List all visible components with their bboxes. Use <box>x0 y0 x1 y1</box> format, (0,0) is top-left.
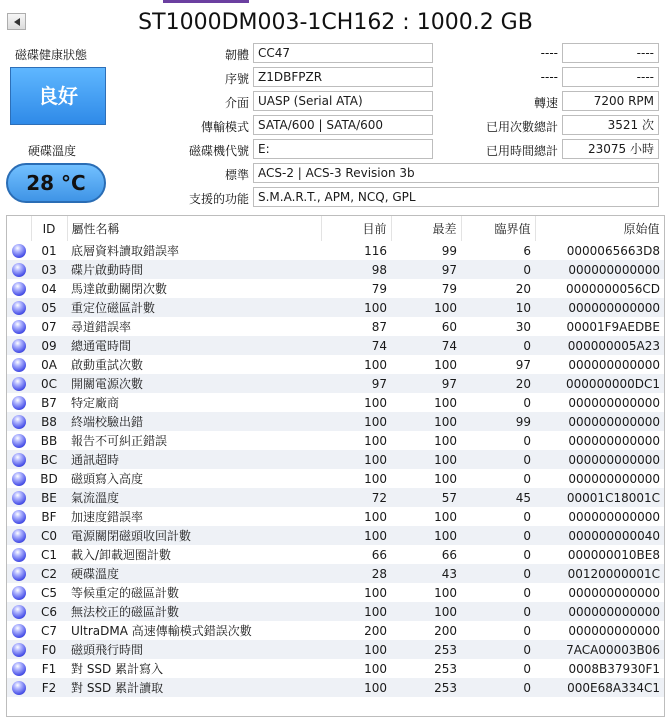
attr-current: 116 <box>364 243 387 258</box>
attr-name: 磁頭飛行時間 <box>67 640 321 659</box>
attr-worst: 43 <box>391 564 461 583</box>
attr-current: 100 <box>321 526 391 545</box>
attr-current: 72 <box>321 488 391 507</box>
attr-raw-value: 000000000040 <box>535 526 664 545</box>
attr-current: 100 <box>364 585 387 600</box>
table-row[interactable] <box>7 450 664 469</box>
status-good-icon <box>12 681 26 695</box>
attr-current: 100 <box>364 509 387 524</box>
table-row[interactable] <box>7 469 664 488</box>
attr-threshold: 10 <box>461 298 535 317</box>
attr-current: 100 <box>364 471 387 486</box>
temperature-badge[interactable]: 28 °C <box>6 163 106 203</box>
features-label: 支援的功能 <box>188 192 249 206</box>
attr-id: F1 <box>41 661 57 676</box>
table-row[interactable] <box>7 317 664 336</box>
attr-raw-value: 000000000000 <box>568 433 660 448</box>
attr-name: 碟片啟動時間 <box>67 260 321 279</box>
attr-raw-value: 000000000000 <box>535 412 664 431</box>
status-cell <box>7 279 31 298</box>
attr-threshold: 20 <box>461 374 535 393</box>
drive-letter-field: E: <box>253 139 433 159</box>
attr-name: 無法校正的磁區計數 <box>67 602 321 621</box>
attr-threshold: 0 <box>523 395 531 410</box>
status-good-icon <box>12 586 26 600</box>
attr-threshold: 0 <box>523 471 531 486</box>
attr-name: 磁頭寫入高度 <box>71 472 144 486</box>
attr-current: 79 <box>371 281 387 296</box>
status-good-icon <box>12 510 26 524</box>
status-good-icon <box>12 605 26 619</box>
status-cell <box>7 488 31 507</box>
health-status-button[interactable]: 良好 <box>10 67 106 125</box>
status-good-icon <box>12 263 26 277</box>
status-good-icon <box>12 453 26 467</box>
status-cell <box>7 412 31 431</box>
status-cell <box>7 241 31 260</box>
attr-current: 100 <box>321 412 391 431</box>
attr-worst: 66 <box>441 547 457 562</box>
attr-current: 74 <box>321 336 391 355</box>
attr-worst: 100 <box>391 526 461 545</box>
attr-threshold: 0 <box>461 678 535 697</box>
firmware-field: CC47 <box>253 43 433 63</box>
attr-raw-value: 000000000000 <box>568 509 660 524</box>
reserved-field-1: ---- <box>562 43 659 63</box>
attr-id: 01 <box>41 243 57 258</box>
status-good-icon <box>12 491 26 505</box>
status-cell <box>7 507 31 526</box>
attr-name: UltraDMA 高速傳輸模式錯誤次數 <box>71 624 252 638</box>
status-cell <box>7 393 31 412</box>
table-row[interactable] <box>7 659 664 678</box>
attr-name: 啟動重試次數 <box>71 358 144 372</box>
status-good-icon <box>12 472 26 486</box>
power-on-hours-field: 23075 小時 <box>562 139 659 159</box>
attr-threshold: 0 <box>523 661 531 676</box>
attr-worst: 99 <box>441 243 457 258</box>
table-row[interactable] <box>7 564 664 583</box>
status-cell <box>7 583 31 602</box>
status-good-icon <box>12 529 26 543</box>
attr-name: 載入/卸載迴圈計數 <box>71 548 172 562</box>
attr-current: 97 <box>321 374 391 393</box>
attr-threshold: 0 <box>461 450 535 469</box>
attr-current: 100 <box>364 395 387 410</box>
table-row[interactable] <box>7 298 664 317</box>
attr-id: C6 <box>31 602 67 621</box>
attr-worst: 74 <box>391 336 461 355</box>
status-good-icon <box>12 377 26 391</box>
attr-threshold: 0 <box>523 547 531 562</box>
attr-raw-value: 000000010BE8 <box>567 547 660 562</box>
attr-threshold: 0 <box>461 640 535 659</box>
status-good-icon <box>12 301 26 315</box>
status-cell <box>7 545 31 564</box>
attr-worst: 200 <box>434 623 457 638</box>
reserved-field-2: ---- <box>562 67 659 87</box>
attr-name: 報告不可糾正錯誤 <box>71 434 168 448</box>
attr-name: 終端校驗出錯 <box>67 412 321 431</box>
attr-raw-value: 0008B37930F1 <box>568 661 660 676</box>
attr-threshold: 6 <box>523 243 531 258</box>
attr-id: BF <box>41 509 57 524</box>
attr-worst: 97 <box>391 260 461 279</box>
attr-threshold: 0 <box>461 526 535 545</box>
table-row[interactable] <box>7 279 664 298</box>
attr-current: 100 <box>364 357 387 372</box>
status-cell <box>7 526 31 545</box>
status-good-icon <box>12 282 26 296</box>
status-cell <box>7 640 31 659</box>
attr-worst: 253 <box>434 661 457 676</box>
status-cell <box>7 602 31 621</box>
attr-id: BC <box>31 450 67 469</box>
health-status-label: 磁碟健康狀態 <box>15 48 88 62</box>
attr-name: 開關電源次數 <box>67 374 321 393</box>
attr-raw-value: 000000000000 <box>568 623 660 638</box>
attr-worst: 100 <box>391 298 461 317</box>
attr-raw-value: 000000000000 <box>568 395 660 410</box>
attr-id: C7 <box>40 623 57 638</box>
serial-field: Z1DBFPZR <box>253 67 433 87</box>
table-header-row <box>7 216 664 241</box>
attr-current: 100 <box>364 433 387 448</box>
attr-id: C5 <box>40 585 57 600</box>
attr-current: 66 <box>371 547 387 562</box>
rotation-rate-label: 轉速 <box>533 96 558 110</box>
transfer-mode-label: 傳輸模式 <box>200 120 249 134</box>
status-cell <box>7 431 31 450</box>
attr-id: BE <box>31 488 67 507</box>
status-good-icon <box>12 434 26 448</box>
power-on-count-field: 3521 次 <box>562 115 659 135</box>
status-cell <box>7 469 31 488</box>
header-status <box>7 216 31 241</box>
status-good-icon <box>12 624 26 638</box>
attr-name: 電源關閉磁頭收回計數 <box>67 526 321 545</box>
table-row[interactable] <box>7 678 664 697</box>
attr-threshold: 45 <box>461 488 535 507</box>
attr-worst: 100 <box>391 450 461 469</box>
attr-threshold: 0 <box>523 433 531 448</box>
attr-threshold: 97 <box>515 357 531 372</box>
attr-current: 100 <box>321 678 391 697</box>
status-good-icon <box>12 396 26 410</box>
power-on-count-label: 已用次數總計 <box>485 120 558 134</box>
attr-threshold: 30 <box>515 319 531 334</box>
attr-name: 對 SSD 累計寫入 <box>71 662 164 676</box>
header-worst[interactable]: 最差 <box>391 216 461 241</box>
table-row[interactable] <box>7 488 664 507</box>
status-cell <box>7 355 31 374</box>
attr-worst: 100 <box>434 357 457 372</box>
attr-raw-value: 000000005A23 <box>535 336 664 355</box>
attr-raw-value: 000000000000 <box>535 260 664 279</box>
table-row[interactable] <box>7 336 664 355</box>
attr-raw-value: 000000000000 <box>568 471 660 486</box>
attr-id: F0 <box>31 640 67 659</box>
transfer-mode-field: SATA/600 | SATA/600 <box>253 115 433 135</box>
table-row[interactable] <box>7 621 664 640</box>
attr-current: 100 <box>364 661 387 676</box>
header-threshold[interactable]: 臨界值 <box>461 216 535 241</box>
attr-worst: 79 <box>441 281 457 296</box>
attr-name: 加速度錯誤率 <box>71 510 144 524</box>
status-good-icon <box>12 320 26 334</box>
status-cell <box>7 621 31 640</box>
attr-id: 04 <box>41 281 57 296</box>
disk-title: ST1000DM003-1CH162 : 1000.2 GB <box>138 10 533 35</box>
attr-worst: 253 <box>391 678 461 697</box>
attr-current: 100 <box>321 640 391 659</box>
attr-current: 87 <box>371 319 387 334</box>
attr-worst: 60 <box>441 319 457 334</box>
attr-name: 氣流溫度 <box>67 488 321 507</box>
attr-worst: 100 <box>434 395 457 410</box>
attr-id: 09 <box>31 336 67 355</box>
attr-current: 98 <box>321 260 391 279</box>
status-good-icon <box>12 358 26 372</box>
power-on-hours-label: 已用時間總計 <box>485 144 558 158</box>
attr-id: 0A <box>41 357 57 372</box>
status-cell <box>7 659 31 678</box>
table-row[interactable] <box>7 260 664 279</box>
attr-threshold: 0 <box>523 585 531 600</box>
attr-worst: 100 <box>434 433 457 448</box>
attr-raw-value: 00001C18001C <box>535 488 664 507</box>
status-good-icon <box>12 662 26 676</box>
table-row[interactable] <box>7 583 664 602</box>
attr-raw-value: 00001F9AEDBE <box>566 319 660 334</box>
attr-current: 100 <box>321 450 391 469</box>
attr-raw-value: 00120000001C <box>535 564 664 583</box>
firmware-label: 韌體 <box>224 48 249 62</box>
attr-threshold: 0 <box>523 509 531 524</box>
table-row[interactable] <box>7 602 664 621</box>
attr-id: B7 <box>41 395 57 410</box>
attr-threshold: 0 <box>461 336 535 355</box>
smart-attributes-table[interactable] <box>6 215 665 717</box>
attr-id: 05 <box>31 298 67 317</box>
attr-name: 硬碟溫度 <box>67 564 321 583</box>
attr-threshold: 0 <box>523 623 531 638</box>
attr-current: 100 <box>321 602 391 621</box>
table-row[interactable] <box>7 507 664 526</box>
attr-id: BD <box>40 471 58 486</box>
attr-threshold: 99 <box>461 412 535 431</box>
attr-raw-value: 000E68A334C1 <box>535 678 664 697</box>
attr-threshold: 20 <box>515 281 531 296</box>
attr-raw-value: 000000000000 <box>568 357 660 372</box>
attr-raw-value: 000000000000 <box>535 450 664 469</box>
table-row[interactable] <box>7 545 664 564</box>
status-good-icon <box>12 339 26 353</box>
attr-worst: 100 <box>434 585 457 600</box>
status-good-icon <box>12 244 26 258</box>
status-cell <box>7 564 31 583</box>
table-row[interactable] <box>7 640 664 659</box>
attr-name: 重定位磁區計數 <box>67 298 321 317</box>
attr-id: B8 <box>31 412 67 431</box>
table-row[interactable] <box>7 412 664 431</box>
table-row[interactable] <box>7 241 664 260</box>
attr-raw-value: 7ACA00003B06 <box>535 640 664 659</box>
temperature-label: 硬碟溫度 <box>28 144 77 158</box>
attr-current: 200 <box>364 623 387 638</box>
status-good-icon <box>12 643 26 657</box>
attr-worst: 100 <box>434 471 457 486</box>
attr-id: C0 <box>31 526 67 545</box>
attr-id: C2 <box>31 564 67 583</box>
status-cell <box>7 450 31 469</box>
header-current[interactable]: 目前 <box>321 216 391 241</box>
attr-worst: 253 <box>391 640 461 659</box>
attr-name: 尋道錯誤率 <box>71 320 132 334</box>
status-cell <box>7 374 31 393</box>
standard-label: 標準 <box>224 168 249 182</box>
attr-id: 07 <box>41 319 57 334</box>
table-row[interactable] <box>7 374 664 393</box>
attr-raw-value: 000000000000 <box>568 585 660 600</box>
attr-name: 對 SSD 累計讀取 <box>67 678 321 697</box>
attr-name: 馬達啟動關閉次數 <box>71 282 168 296</box>
active-tab-indicator <box>163 0 249 3</box>
features-field: S.M.A.R.T., APM, NCQ, GPL <box>253 187 659 207</box>
attr-raw-value: 000000000000 <box>535 602 664 621</box>
status-cell <box>7 260 31 279</box>
reserved-label-1: ---- <box>540 46 558 60</box>
attr-name: 底層資料讀取錯誤率 <box>71 244 180 258</box>
attr-name: 等候重定的磁區計數 <box>71 586 180 600</box>
reserved-label-2: ---- <box>540 70 558 84</box>
interface-field: UASP (Serial ATA) <box>253 91 433 111</box>
attr-threshold: 0 <box>461 564 535 583</box>
attr-id: F2 <box>31 678 67 697</box>
attr-id: BB <box>40 433 58 448</box>
status-cell <box>7 336 31 355</box>
status-cell <box>7 317 31 336</box>
attr-id: 03 <box>31 260 67 279</box>
attr-worst: 57 <box>391 488 461 507</box>
status-good-icon <box>12 548 26 562</box>
attr-id: 0C <box>31 374 67 393</box>
header-attribute-name[interactable]: 屬性名稱 <box>67 216 321 241</box>
attr-worst: 100 <box>391 602 461 621</box>
standard-field: ACS-2 | ACS-3 Revision 3b <box>253 163 659 183</box>
attr-current: 100 <box>321 298 391 317</box>
table-row[interactable] <box>7 431 664 450</box>
serial-label: 序號 <box>224 72 249 86</box>
attr-raw-value: 0000000056CD <box>566 281 660 296</box>
header-raw-value[interactable]: 原始值 <box>535 216 664 241</box>
status-cell <box>7 298 31 317</box>
status-good-icon <box>12 415 26 429</box>
attr-name: 通訊超時 <box>67 450 321 469</box>
attr-current: 28 <box>321 564 391 583</box>
attr-threshold: 0 <box>461 602 535 621</box>
table-row[interactable] <box>7 526 664 545</box>
attr-name: 特定廠商 <box>71 396 120 410</box>
table-row[interactable] <box>7 393 664 412</box>
attr-raw-value: 000000000DC1 <box>535 374 664 393</box>
rotation-rate-field: 7200 RPM <box>562 91 659 111</box>
attr-threshold: 0 <box>461 260 535 279</box>
status-good-icon <box>12 567 26 581</box>
header-id[interactable]: ID <box>31 216 67 241</box>
attr-id: C1 <box>40 547 57 562</box>
status-cell <box>7 678 31 697</box>
interface-label: 介面 <box>224 96 249 110</box>
table-row[interactable] <box>7 355 664 374</box>
attr-worst: 97 <box>391 374 461 393</box>
attr-worst: 100 <box>434 509 457 524</box>
attr-name: 總通電時間 <box>67 336 321 355</box>
drive-letter-label: 磁碟機代號 <box>188 144 249 158</box>
attr-worst: 100 <box>391 412 461 431</box>
attr-raw-value: 0000065663D8 <box>566 243 660 258</box>
attr-raw-value: 000000000000 <box>535 298 664 317</box>
